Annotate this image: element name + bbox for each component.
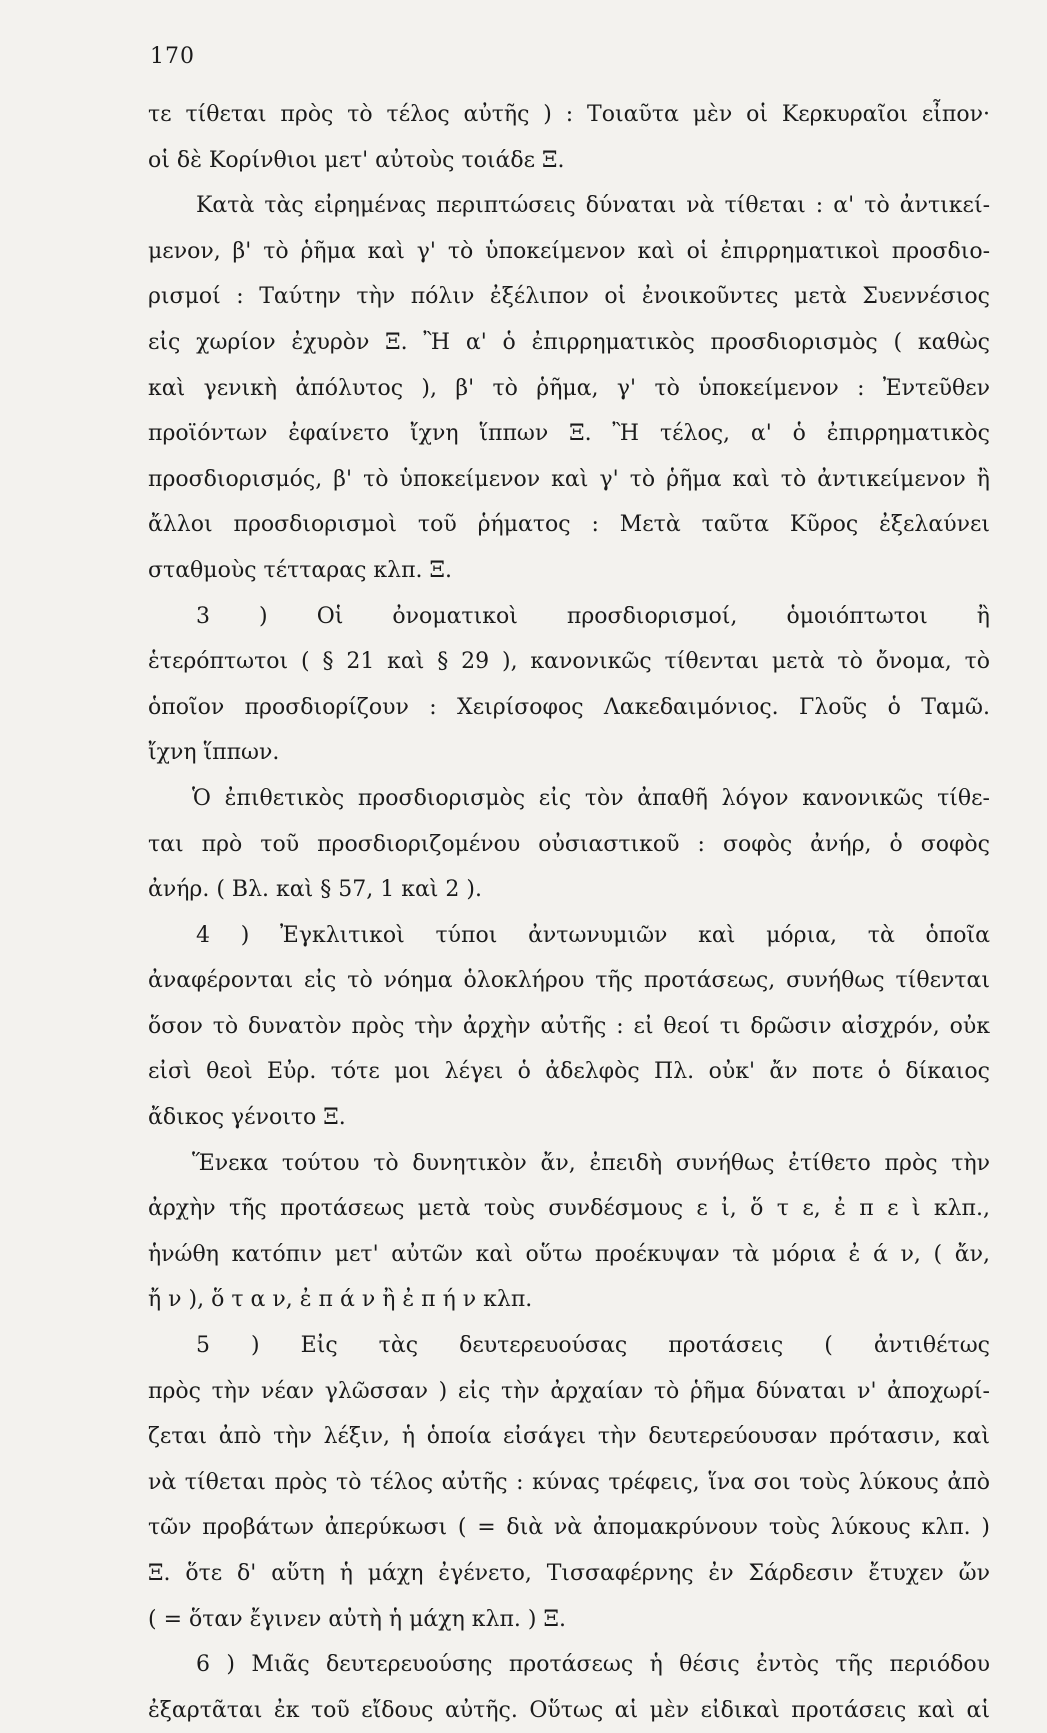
text-line: ἀνήρ. ( Βλ. καὶ § 57, 1 καὶ 2 ). (148, 877, 482, 903)
body-text (148, 92, 990, 1733)
text-line: ἀρχὴν τῆς προτάσεως μετὰ τοὺς συνδέσμους ε ἰ, ὅ τ ε, ἐ π ε ὶ κλπ., (148, 1196, 990, 1222)
text-line: προϊόντων ἐφαίνετο ἴχνη ἵππων Ξ. Ἢ τέλος, α' ὁ ἐπιρρηματικὸς (148, 421, 990, 447)
text-line: τῶν προβάτων ἀπερύκωσι ( = διὰ νὰ ἀπομακρύνουν τοὺς λύκους κλπ. ) (148, 1515, 990, 1541)
text-line: ὅσον τὸ δυνατὸν πρὸς τὴν ἀρχὴν αὐτῆς : εἰ θεοί τι δρῶσιν αἰσχρόν, οὐκ (148, 1013, 990, 1039)
text-line: εἰς χωρίον ἐχυρὸν Ξ. Ἢ α' ὁ ἐπιρρηματικὸς προσδιορισμὸς ( καθὼς (148, 329, 990, 355)
text-line: Ἕνεκα τούτου τὸ δυνητικὸν ἄν, ἐπειδὴ συνήθως ἐτίθετο πρὸς τὴν (192, 1150, 990, 1176)
text-line: ἑτερόπτωτοι ( § 21 καὶ § 29 ), κανονικῶς τίθενται μετὰ τὸ ὄνομα, τὸ (148, 649, 990, 675)
text-line: ἄλλοι προσδιορισμοὶ τοῦ ῥήματος : Μετὰ ταῦτα Κῦρος ἐξελαύνει (148, 512, 990, 538)
text-line: μενον, β' τὸ ῥῆμα καὶ γ' τὸ ὑποκείμενον καὶ οἱ ἐπιρρηματικοὶ προσδιο- (148, 238, 990, 264)
text-line: ρισμοί : Ταύτην τὴν πόλιν ἐξέλιπον οἱ ἐνοικοῦντες μετὰ Συεννέσιος (148, 284, 990, 310)
text-line: Ξ. ὅτε δ' αὕτη ἡ μάχη ἐγένετο, Τισσαφέρνης ἐν Σάρδεσιν ἔτυχεν ὤν (148, 1561, 990, 1586)
text-line: ται πρὸ τοῦ προσδιοριζομένου οὐσιαστικοῦ : σοφὸς ἀνήρ, ὁ σοφὸς (148, 831, 990, 857)
text-line: 5 ) Εἰς τὰς δευτερευούσας προτάσεις ( ἀντιθέτως (196, 1333, 990, 1359)
text-line: ἀναφέρονται εἰς τὸ νόημα ὁλοκλήρου τῆς προτάσεως, συνήθως τίθενται (148, 968, 990, 994)
text-line: ἴχνη ἵππων. (148, 740, 280, 766)
text-line: 6 ) Μιᾶς δευτερευούσης προτάσεως ἡ θέσις ἐντὸς τῆς περιόδου (196, 1652, 990, 1678)
text-line: εἰσὶ θεοὶ Εὐρ. τότε μοι λέγει ὁ ἀδελφὸς Πλ. οὐκ' ἄν ποτε ὁ δίκαιος (148, 1059, 990, 1085)
text-line: ἐξαρτᾶται ἐκ τοῦ εἴδους αὐτῆς. Οὕτως αἱ μὲν εἰδικαὶ προτάσεις καὶ αἱ (148, 1697, 990, 1723)
text-line: προσδιορισμός, β' τὸ ὑποκείμενον καὶ γ' τὸ ῥῆμα καὶ τὸ ἀντικείμενον ἢ (148, 466, 990, 492)
text-line: νὰ τίθεται πρὸς τὸ τέλος αὐτῆς : κύνας τρέφεις, ἵνα σοι τοὺς λύκους ἀπὸ (148, 1469, 990, 1495)
text-line: ἡνώθη κατόπιν μετ' αὐτῶν καὶ οὕτω προέκυψαν τὰ μόρια ἐ ά ν, ( ἄν, (148, 1241, 990, 1267)
text-line: καὶ γενικὴ ἀπόλυτος ), β' τὸ ῥῆμα, γ' τὸ ὑποκείμενον : Ἐντεῦθεν (148, 375, 990, 401)
text-line: 4 ) Ἐγκλιτικοὶ τύποι ἀντωνυμιῶν καὶ μόρια, τὰ ὁποῖα (196, 922, 990, 948)
text-line: ἤ ν ), ὅ τ α ν, ἐ π ά ν ἢ ἐ π ή ν κλπ. (148, 1287, 533, 1313)
page-number: 170 (150, 44, 195, 69)
text-line: 3 ) Οἱ ὀνοματικοὶ προσδιορισμοί, ὁμοιόπτωτοι ἢ (196, 603, 990, 629)
text-line: Κατὰ τὰς εἰρημένας περιπτώσεις δύναται νὰ τίθεται : α' τὸ ἀντικεί- (196, 193, 990, 219)
text-line: Ὁ ἐπιθετικὸς προσδιορισμὸς εἰς τὸν ἀπαθῆ λόγον κανονικῶς τίθε- (192, 785, 990, 811)
text-line: τε τίθεται πρὸς τὸ τέλος αὐτῆς ) : Τοιαῦτα μὲν οἱ Κερκυραῖοι εἶπον· (148, 102, 990, 127)
text-line: ὁποῖον προσδιορίζουν : Χειρίσοφος Λακεδαιμόνιος. Γλοῦς ὁ Ταμῶ. (148, 694, 990, 720)
text-line: σταθμοὺς τέτταρας κλπ. Ξ. (148, 557, 453, 583)
text-line: ἄδικος γένοιτο Ξ. (148, 1105, 346, 1131)
text-line: πρὸς τὴν νέαν γλῶσσαν ) εἰς τὴν ἀρχαίαν τὸ ῥῆμα δύναται ν' ἀποχωρί- (148, 1378, 990, 1404)
text-line: οἱ δὲ Κορίνθιοι μετ' αὐτοὺς τοιάδε Ξ. (148, 147, 565, 173)
text-line: ( = ὅταν ἔγινεν αὐτὴ ἡ μάχη κλπ. ) Ξ. (148, 1606, 566, 1632)
text-line: ζεται ἀπὸ τὴν λέξιν, ἡ ὁποία εἰσάγει τὴν δευτερεύουσαν πρότασιν, καὶ (148, 1424, 990, 1450)
